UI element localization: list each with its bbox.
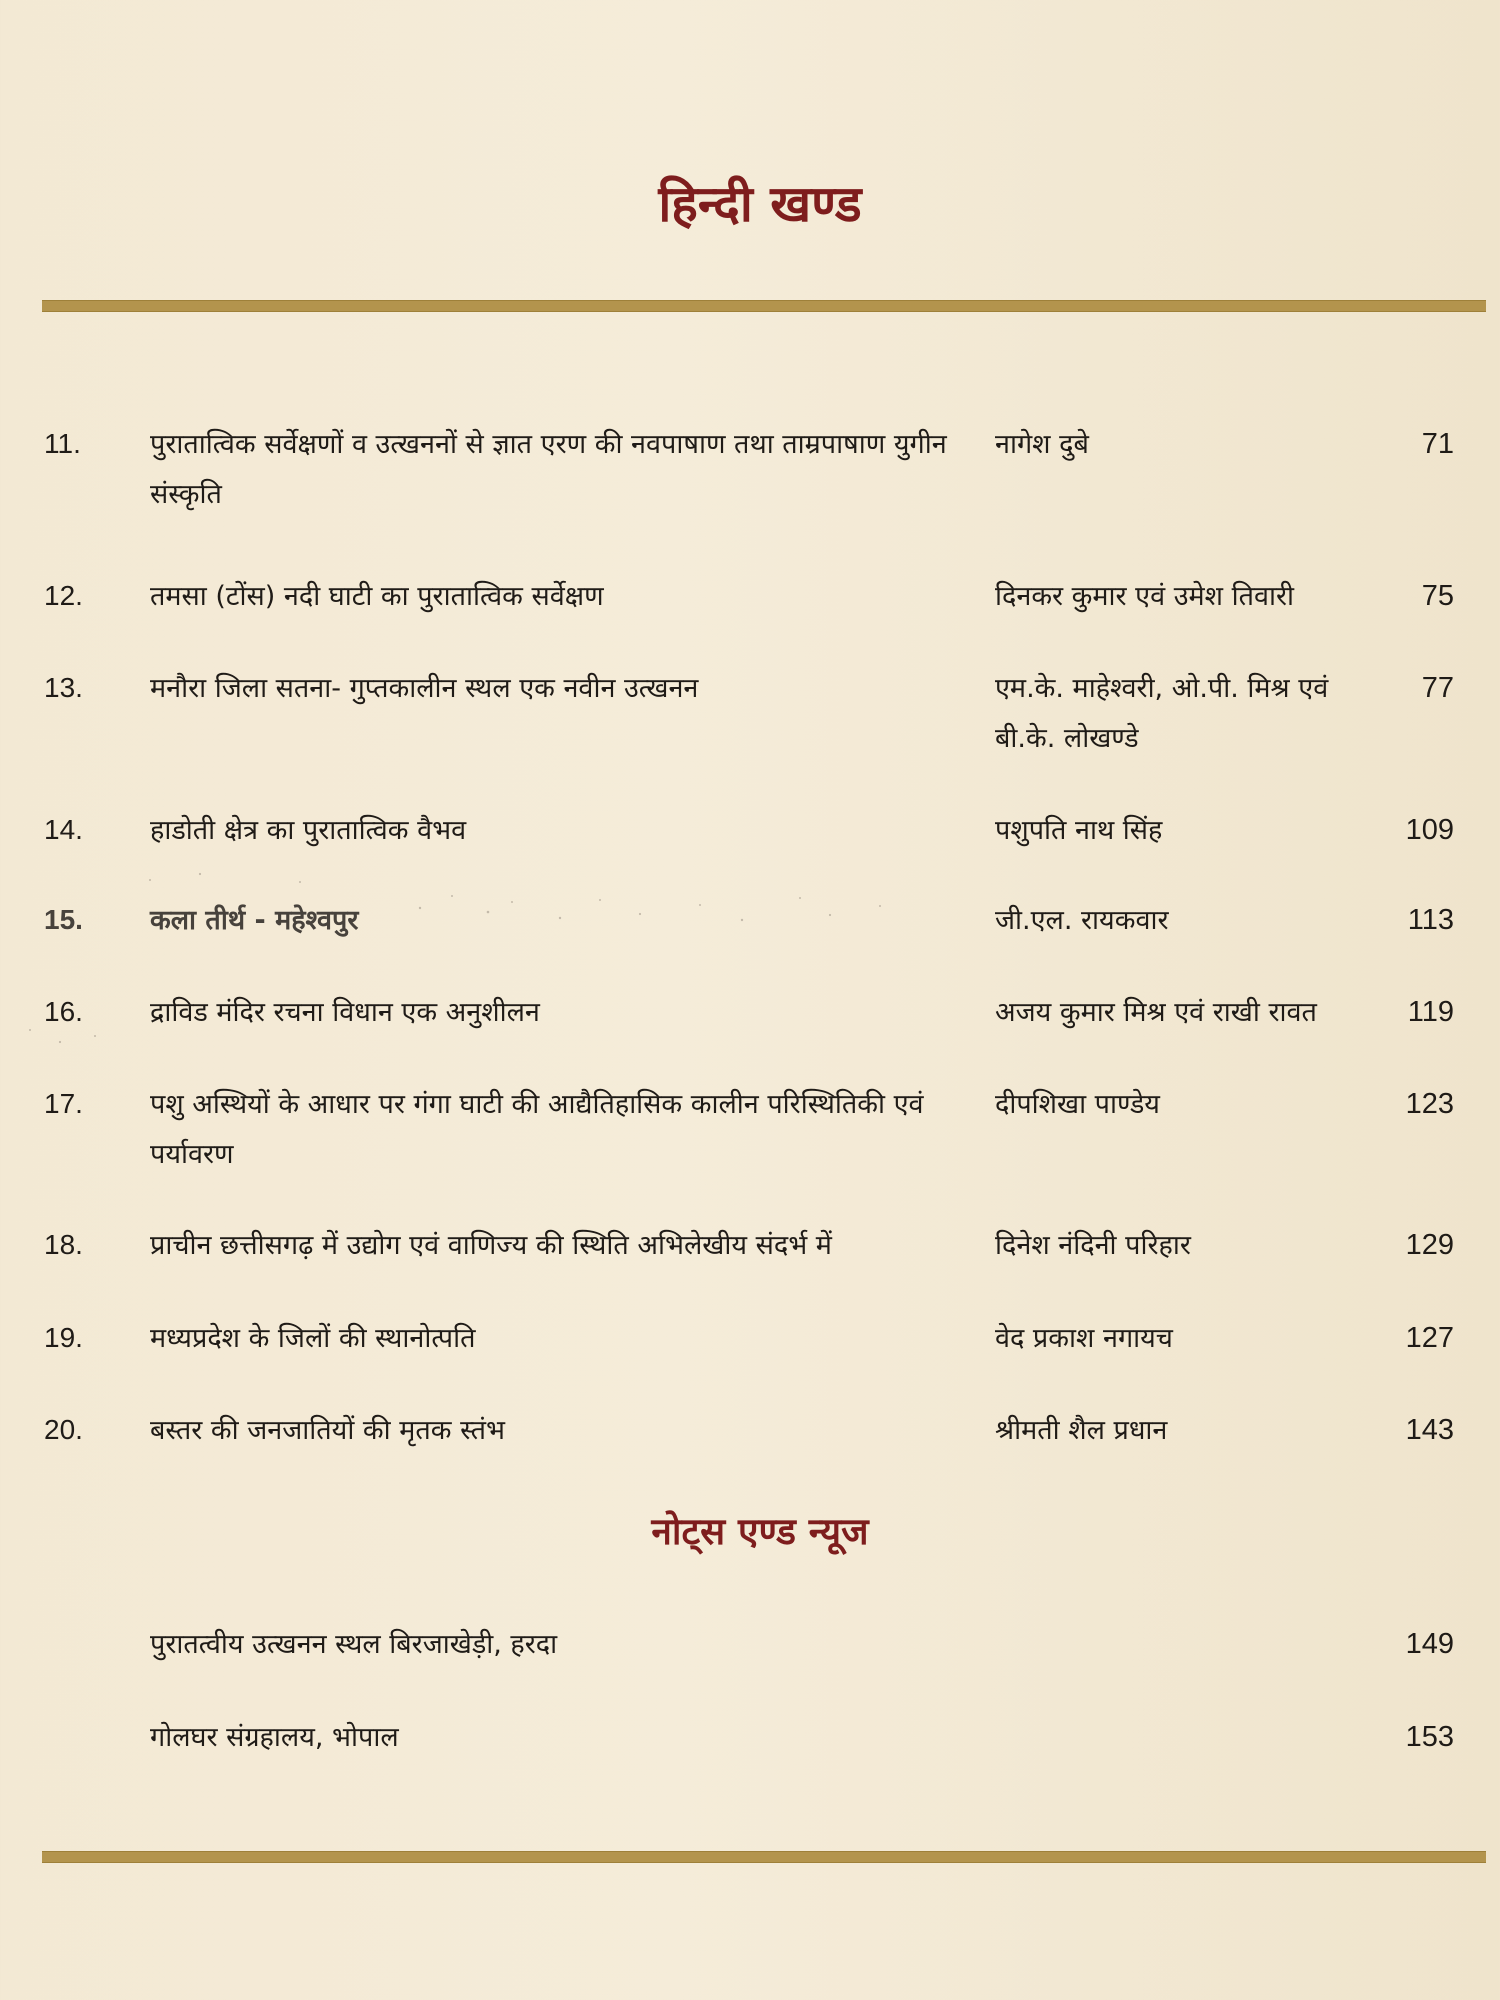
entry-number: 17. xyxy=(44,1088,83,1119)
entry-title: हाडोती क्षेत्र का पुरातात्विक वैभव xyxy=(150,815,467,846)
entry-number: 19. xyxy=(44,1322,83,1353)
section-title: हिन्दी खण्ड xyxy=(658,175,862,233)
entry-page-number: 143 xyxy=(1405,1414,1454,1446)
notes-entry-page-number: 149 xyxy=(1405,1628,1454,1660)
notes-entry-title: पुरातत्वीय उत्खनन स्थल बिरजाखेड़ी, हरदा xyxy=(150,1629,558,1660)
entry-author: नागेश दुबे xyxy=(995,429,1089,460)
entry-title: मनौरा जिला सतना- गुप्तकालीन स्थल एक नवीन उत्खनन xyxy=(150,673,699,704)
notes-entry-title: गोलघर संग्रहालय, भोपाल xyxy=(150,1722,399,1753)
entry-page-number: 119 xyxy=(1407,996,1454,1028)
entry-title: तमसा (टोंस) नदी घाटी का पुरातात्विक सर्वेक्षण xyxy=(150,581,604,612)
entry-title: मध्यप्रदेश के जिलों की स्थानोत्पति xyxy=(150,1323,476,1354)
entry-author: पशुपति नाथ सिंह xyxy=(995,815,1163,846)
entry-page-number: 127 xyxy=(1405,1322,1454,1354)
entry-author: दीपशिखा पाण्डेय xyxy=(995,1089,1160,1120)
entry-author: दिनेश नंदिनी परिहार xyxy=(995,1230,1191,1261)
bottom-divider xyxy=(42,1851,1486,1863)
entry-number: 12. xyxy=(44,580,83,611)
entry-author: वेद प्रकाश नगायच xyxy=(995,1323,1173,1354)
notes-section-title: नोट्स एण्ड न्यूज xyxy=(651,1510,869,1553)
entry-page-number: 75 xyxy=(1421,580,1454,612)
entry-author: एम.के. माहेश्वरी, ओ.पी. मिश्र एवं बी.के. लोखण्डे xyxy=(995,673,1329,754)
entry-page-number: 129 xyxy=(1405,1229,1454,1261)
entry-number: 18. xyxy=(44,1229,83,1260)
entry-number: 16. xyxy=(44,996,83,1027)
entry-author: श्रीमती शैल प्रधान xyxy=(995,1415,1168,1446)
entry-number: 13. xyxy=(44,672,83,703)
entry-title: प्राचीन छत्तीसगढ़ में उद्योग एवं वाणिज्य की स्थिति अभिलेखीय संदर्भ में xyxy=(150,1230,832,1261)
entry-title: पुरातात्विक सर्वेक्षणों व उत्खननों से ज्ञात एरण की नवपाषाण तथा ताम्रपाषाण युगीन संस्कृति xyxy=(150,429,947,510)
entry-title: कला तीर्थ - महेश्वपुर xyxy=(150,905,359,936)
top-divider xyxy=(42,300,1486,312)
entry-page-number: 109 xyxy=(1405,814,1454,846)
entry-number: 11. xyxy=(44,428,81,459)
entry-title: बस्तर की जनजातियों की मृतक स्तंभ xyxy=(150,1415,505,1446)
entry-page-number: 123 xyxy=(1405,1088,1454,1120)
entry-author: जी.एल. रायकवार xyxy=(995,905,1169,936)
entry-number: 20. xyxy=(44,1414,83,1445)
entry-number: 15. xyxy=(44,904,83,935)
entry-author: अजय कुमार मिश्र एवं राखी रावत xyxy=(995,997,1317,1028)
entry-author: दिनकर कुमार एवं उमेश तिवारी xyxy=(995,581,1295,612)
entry-page-number: 77 xyxy=(1421,672,1454,704)
entry-number: 14. xyxy=(44,814,83,845)
entry-page-number: 113 xyxy=(1407,904,1454,936)
entry-title: द्राविड मंदिर रचना विधान एक अनुशीलन xyxy=(150,997,540,1028)
entry-title: पशु अस्थियों के आधार पर गंगा घाटी की आद्यैतिहासिक कालीन परिस्थितिकी एवं पर्यावरण xyxy=(150,1089,924,1170)
notes-entry-page-number: 153 xyxy=(1405,1721,1454,1753)
entry-page-number: 71 xyxy=(1421,428,1454,460)
